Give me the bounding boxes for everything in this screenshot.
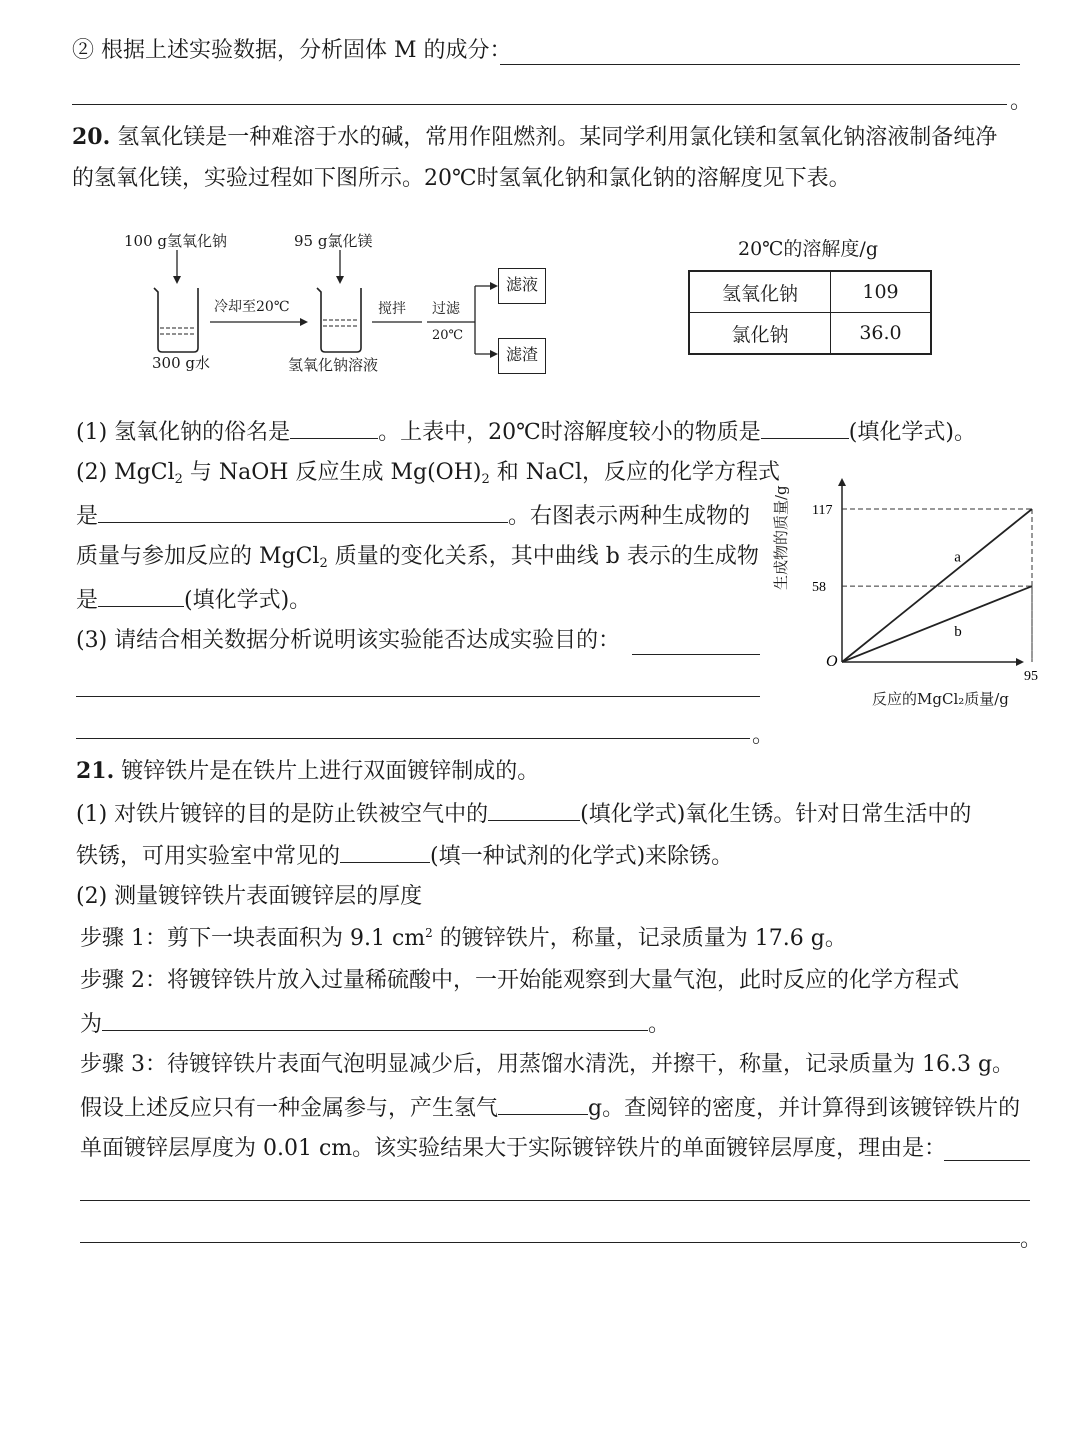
q21-thickness-text: 单面镀锌层厚度为 0.01 cm。该实验结果大于实际镀锌铁片的单面镀锌层厚度，理由是： bbox=[80, 1136, 947, 1161]
q21-equation-blank[interactable] bbox=[102, 1008, 648, 1031]
filter-temp-label: 20℃ bbox=[432, 328, 464, 343]
q20-part3-answer-line-3[interactable] bbox=[76, 738, 750, 739]
q20-part2-text: (填化学式)。 bbox=[184, 588, 312, 613]
y-tick-label: 58 bbox=[812, 580, 826, 596]
q20-part3-answer-line-2[interactable] bbox=[76, 696, 760, 697]
q21-oxidizer-blank[interactable] bbox=[488, 798, 580, 821]
q20-part2-text: (2) MgCl bbox=[76, 460, 175, 485]
beaker-1 bbox=[154, 288, 198, 352]
q20-part2-line-4 bbox=[76, 584, 311, 616]
q20-intro-text-2: 的氢氧化镁，实验过程如下图所示。20℃时氢氧化钠和氯化钠的溶解度见下表。 bbox=[72, 166, 851, 191]
q20-part2-text: 和 NaCl，反应的化学方程式 bbox=[489, 460, 780, 485]
q21-step2-text: 。 bbox=[648, 1012, 671, 1037]
q21-thickness-line bbox=[80, 1134, 946, 1164]
table-cell-substance: 氢氧化钠 bbox=[689, 271, 831, 313]
chart-y-label: 生成物的质量/g bbox=[772, 485, 790, 590]
subscript: 2 bbox=[481, 472, 490, 487]
q21-reason-line-2[interactable] bbox=[80, 1200, 1030, 1201]
q20-part2-text: 是 bbox=[76, 504, 99, 529]
q21-hydrogen-blank[interactable] bbox=[498, 1092, 588, 1115]
table-row bbox=[689, 271, 931, 313]
q21-part1-line-1 bbox=[76, 798, 971, 830]
mgcl2-arrow-head bbox=[336, 276, 344, 284]
series-label-a: a bbox=[954, 549, 961, 566]
q21-step1-text: 的镀锌铁片，称量，记录质量为 17.6 g。 bbox=[432, 926, 847, 951]
filter-label: 过滤 bbox=[432, 301, 460, 317]
q21-assume-line bbox=[80, 1092, 1020, 1124]
table-cell-solubility: 109 bbox=[831, 271, 932, 313]
chart-origin-label: O bbox=[826, 653, 838, 670]
q21-part1-text: (填化学式)氧化生锈。针对日常生活中的 bbox=[580, 802, 972, 827]
q20-part2-text: 质量与参加反应的 MgCl bbox=[76, 544, 320, 569]
naoh-mass-label: 100 g氢氧化钠 bbox=[124, 232, 228, 250]
stir-label: 搅拌 bbox=[378, 301, 406, 317]
q20-part1-text-a: (1) 氢氧化钠的俗名是 bbox=[76, 420, 291, 445]
q19-part2-text: ② 根据上述实验数据，分析固体 M 的成分： bbox=[72, 38, 512, 63]
q21-end-period: 。 bbox=[1020, 1227, 1043, 1252]
table-cell-solubility: 36.0 bbox=[831, 313, 932, 355]
q20-part3-answer-line-1[interactable] bbox=[632, 654, 760, 655]
superscript: 2 bbox=[425, 926, 433, 940]
q21-step3 bbox=[80, 1050, 1014, 1080]
q20-part1-text-c: (填化学式)。 bbox=[848, 420, 976, 445]
solubility-table-title bbox=[738, 234, 878, 264]
q21-step3-text: 步骤 3：待镀锌铁片表面气泡明显减少后，用蒸馏水清洗，并擦干，称量，记录质量为 16.3 g。 bbox=[80, 1052, 1015, 1077]
filtrate-label: 滤液 bbox=[505, 275, 538, 294]
q19-answer-line-2[interactable] bbox=[72, 104, 1007, 105]
q21-step1 bbox=[80, 924, 847, 954]
q19-end-period: 。 bbox=[1010, 89, 1033, 114]
q21-part2-title bbox=[76, 882, 422, 912]
q20-part2-text: 质量的变化关系，其中曲线 b 表示的生成物 bbox=[327, 544, 759, 569]
q21-part1-line-2 bbox=[76, 840, 733, 872]
q21-step2-text: 为 bbox=[80, 1012, 103, 1037]
solubility-table bbox=[688, 270, 932, 355]
q21-intro-text: 镀锌铁片是在铁片上进行双面镀锌制成的。 bbox=[121, 759, 540, 784]
filtrate-box bbox=[498, 268, 546, 304]
q20-number: 20. bbox=[72, 124, 111, 150]
q21-reason-line-3[interactable] bbox=[80, 1242, 1020, 1243]
q20-part2-text: 与 NaOH 反应生成 Mg(OH) bbox=[182, 460, 482, 485]
q21-assume-text: g。查阅锌的密度，并计算得到该镀锌铁片的 bbox=[588, 1096, 1021, 1121]
q20-part3-text: (3) 请结合相关数据分析说明该实验能否达成实验目的： bbox=[76, 628, 621, 653]
table-row bbox=[689, 313, 931, 355]
q21-part1-text: 铁锈，可用实验室中常见的 bbox=[76, 844, 341, 869]
q20-part1-blank-1[interactable] bbox=[290, 416, 378, 439]
solution-label: 氢氧化钠溶液 bbox=[288, 356, 379, 374]
series-line-a bbox=[842, 509, 1032, 662]
series-label-b: b bbox=[954, 624, 962, 641]
residue-label: 滤渣 bbox=[505, 345, 538, 364]
y-tick-label: 117 bbox=[812, 503, 833, 518]
water-label: 300 g水 bbox=[152, 354, 211, 372]
series-line-b bbox=[842, 586, 1032, 662]
q19-answer-line-1[interactable] bbox=[500, 64, 1020, 65]
q20-curve-b-blank[interactable] bbox=[98, 584, 184, 607]
q20-intro-line-2 bbox=[72, 164, 851, 194]
q21-step2-line-1 bbox=[80, 966, 959, 996]
subscript: 2 bbox=[174, 472, 183, 487]
q21-part1-text: (1) 对铁片镀锌的目的是防止铁被空气中的 bbox=[76, 802, 489, 827]
y-axis-arrow bbox=[838, 478, 846, 486]
solubility-table-title-text: 20℃的溶解度/g bbox=[738, 238, 878, 260]
subscript: 2 bbox=[319, 556, 328, 571]
x-tick-label: 95 bbox=[1024, 669, 1038, 684]
naoh-arrow-head bbox=[173, 276, 181, 284]
q20-intro-line-1 bbox=[72, 122, 997, 153]
q21-part1-text: (填一种试剂的化学式)来除锈。 bbox=[430, 844, 734, 869]
q21-part2-title-text: (2) 测量镀锌铁片表面镀锌层的厚度 bbox=[76, 884, 423, 909]
residue-box bbox=[498, 338, 546, 374]
q21-intro-line bbox=[76, 756, 539, 787]
q21-reason-line-1[interactable] bbox=[944, 1160, 1030, 1161]
q20-part2-line-1 bbox=[76, 458, 780, 488]
q21-reagent-blank[interactable] bbox=[340, 840, 430, 863]
q20-intro-text-1: 氢氧化镁是一种难溶于水的碱，常用作阻燃剂。某同学利用氯化镁和氢氧化钠溶液制备纯净 bbox=[117, 125, 998, 150]
q20-equation-blank[interactable] bbox=[98, 500, 508, 523]
chart-x-label: 反应的MgCl₂质量/g bbox=[872, 690, 1009, 708]
q21-number: 21. bbox=[76, 758, 115, 784]
q20-part1-text-b: 。上表中，20℃时溶解度较小的物质是 bbox=[378, 420, 761, 445]
q19-part2-line bbox=[72, 36, 512, 66]
q21-step2-text: 步骤 2：将镀锌铁片放入过量稀硫酸中，一开始能观察到大量气泡，此时反应的化学方程式 bbox=[80, 968, 959, 993]
q20-part2-line-2 bbox=[76, 500, 750, 532]
q21-step1-text: 步骤 1：剪下一块表面积为 9.1 cm bbox=[80, 926, 426, 951]
q20-part1-blank-2[interactable] bbox=[761, 416, 849, 439]
q20-part2-text: 是 bbox=[76, 588, 99, 613]
mass-chart bbox=[780, 470, 1040, 720]
mgcl2-mass-label: 95 g氯化镁 bbox=[294, 232, 373, 250]
table-cell-substance: 氯化钠 bbox=[689, 313, 831, 355]
q20-part2-text: 。右图表示两种生成物的 bbox=[508, 504, 751, 529]
q20-part2-line-3 bbox=[76, 542, 759, 572]
q20-part1-line bbox=[76, 416, 976, 448]
q20-part3-line bbox=[76, 626, 620, 656]
q20-end-period: 。 bbox=[752, 723, 775, 748]
q21-assume-text: 假设上述反应只有一种金属参与，产生氢气 bbox=[80, 1096, 499, 1121]
q21-step2-line-2 bbox=[80, 1008, 670, 1040]
x-axis-arrow bbox=[1016, 658, 1024, 666]
cool-label: 冷却至20℃ bbox=[214, 299, 290, 315]
